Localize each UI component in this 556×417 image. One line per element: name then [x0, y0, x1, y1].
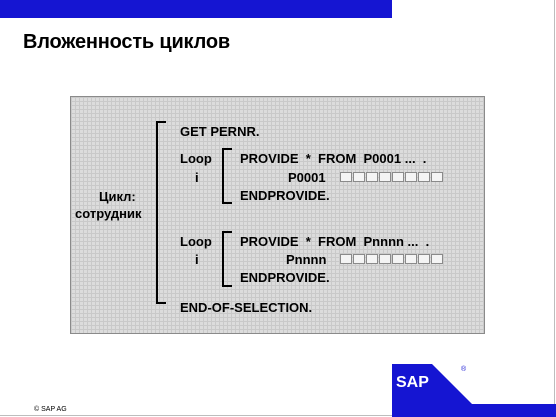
- copyright-footer: © SAP AG: [34, 406, 67, 413]
- outer-label-line2: сотрудник: [75, 206, 142, 221]
- registered-mark: ®: [461, 366, 467, 373]
- outer-bracket: [156, 121, 166, 304]
- top-blue-bar: [0, 0, 392, 18]
- loop-index-1: i: [195, 170, 199, 185]
- loop-index-2: i: [195, 252, 199, 267]
- outer-label-line1: Цикл:: [99, 189, 136, 204]
- bottom-blue-bar: [392, 404, 556, 417]
- provide-statement-1: PROVIDE * FROM P0001 ... .: [240, 151, 427, 166]
- get-pernr-statement: GET PERNR.: [180, 124, 260, 139]
- end-of-selection-statement: END-OF-SELECTION.: [180, 300, 313, 315]
- sap-logo-text: SAP: [396, 374, 429, 391]
- infotype-label-1: P0001: [288, 170, 326, 185]
- record-fields-2: [340, 254, 444, 264]
- slide-title: Вложенность циклов: [23, 31, 230, 53]
- loop-label-2: Loop: [180, 234, 212, 249]
- endprovide-statement-2: ENDPROVIDE.: [240, 270, 330, 285]
- loop-label-1: Loop: [180, 151, 212, 166]
- loop-bracket-2: [222, 231, 232, 287]
- loop-bracket-1: [222, 148, 232, 204]
- infotype-label-2: Pnnnn: [286, 252, 327, 267]
- record-fields-1: [340, 172, 444, 182]
- provide-statement-2: PROVIDE * FROM Pnnnn ... .: [240, 234, 430, 249]
- sap-logo: [392, 364, 472, 404]
- endprovide-statement-1: ENDPROVIDE.: [240, 188, 330, 203]
